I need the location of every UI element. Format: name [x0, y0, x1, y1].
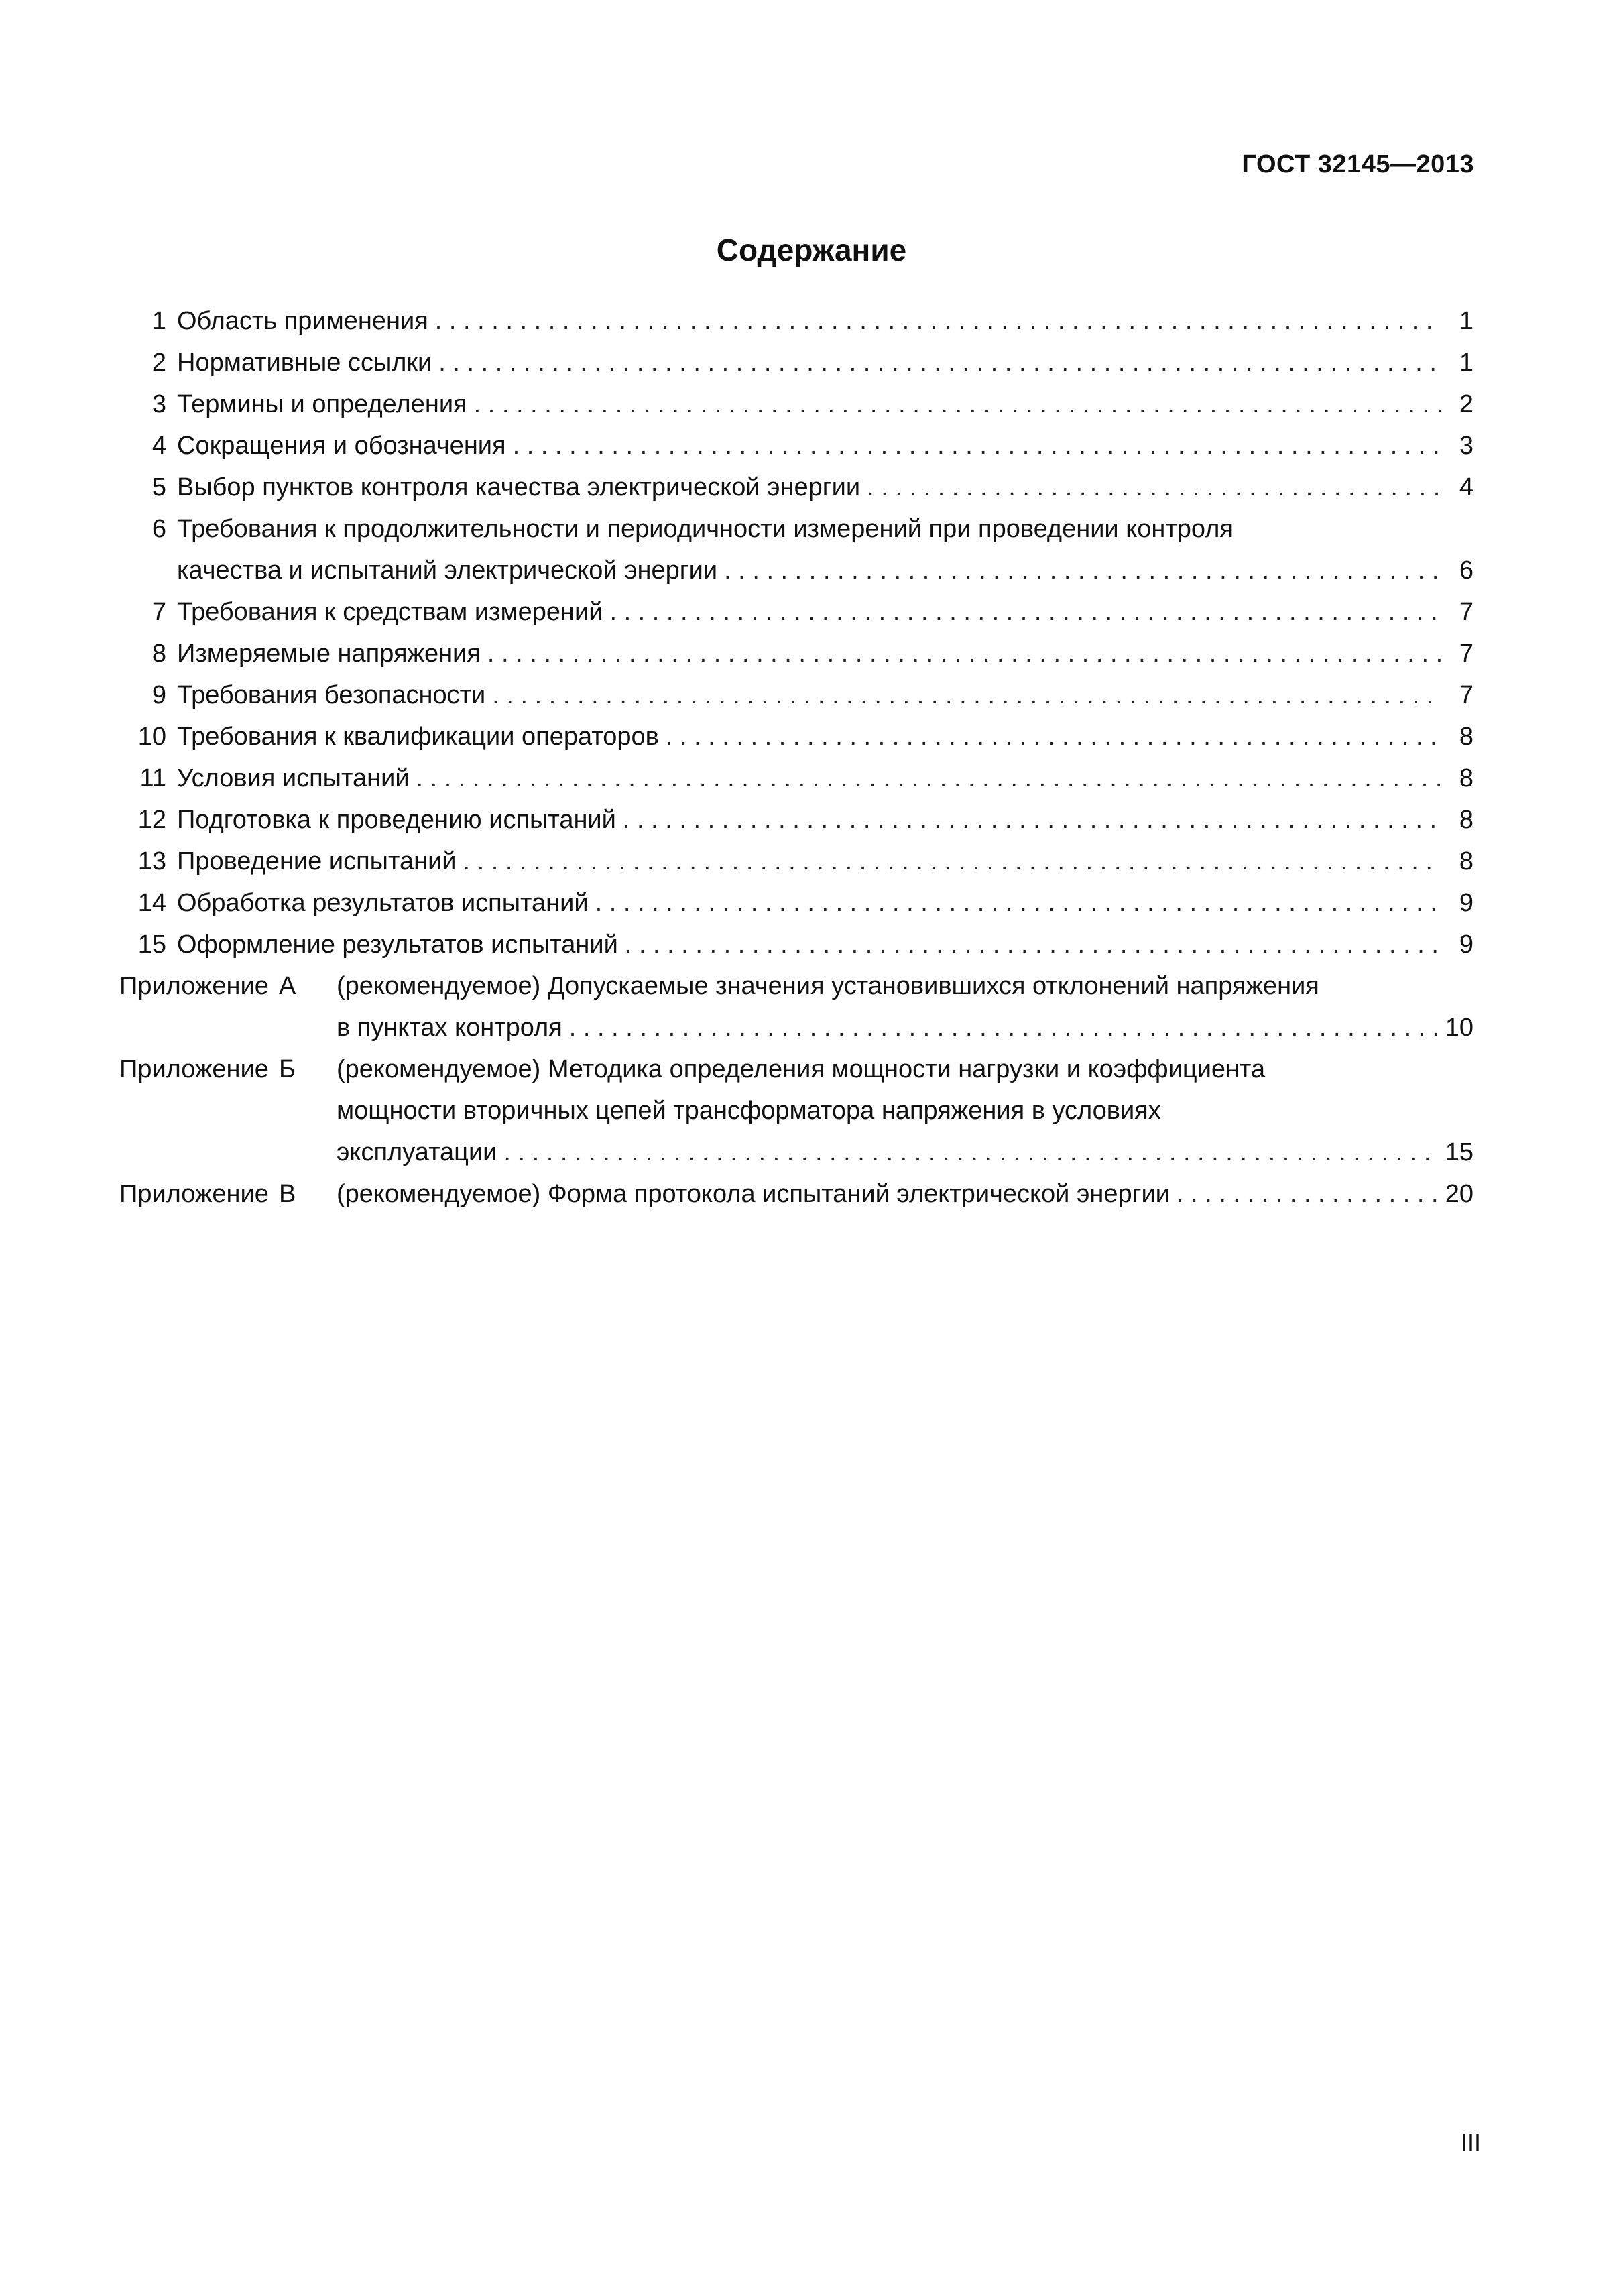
toc-entry-title: Подготовка к проведению испытаний [177, 806, 616, 834]
toc-entry-number: 14 [137, 889, 166, 917]
appendix-title: мощности вторичных цепей трансформатора напряжения в условиях [337, 1097, 1161, 1125]
toc-appendix-entry[interactable] [119, 1173, 1474, 1215]
toc-entry-title: Требования к квалификации операторов [177, 723, 659, 751]
appendix-word: Приложение [119, 1180, 269, 1208]
appendix-letter: А [279, 972, 296, 1000]
toc-leader-dots [666, 716, 1441, 758]
toc-entry[interactable] [119, 300, 1474, 342]
toc-leader-dots [625, 924, 1441, 965]
appendix-title: (рекомендуемое) Допускаемые значения установившихся отклонений напряжения [337, 972, 1319, 1000]
toc-entry-line [119, 550, 1474, 591]
toc-entry[interactable] [119, 591, 1474, 633]
toc-entry-page: 7 [1459, 681, 1474, 709]
toc-entry[interactable] [119, 924, 1474, 965]
toc-entry-number: 9 [152, 681, 166, 709]
toc-entry-page: 1 [1459, 307, 1474, 335]
toc-leader-dots [487, 633, 1441, 674]
toc-entry-page: 2 [1459, 390, 1474, 418]
toc-entry[interactable] [119, 716, 1474, 758]
toc-leader-dots [416, 758, 1441, 799]
toc-leader-dots [492, 674, 1441, 716]
appendix-word: Приложение [119, 1055, 269, 1083]
toc-entry-number: 15 [137, 930, 166, 959]
appendix-title: эксплуатации [337, 1138, 497, 1166]
toc-entry-line [119, 841, 1474, 882]
toc-entry-line [119, 633, 1474, 674]
toc-entry-line [119, 591, 1474, 633]
toc-entry-line [119, 799, 1474, 841]
appendix-letter: Б [279, 1055, 296, 1083]
toc-entry-number: 11 [139, 764, 166, 792]
toc-entry-page: 20 [1445, 1180, 1474, 1208]
toc-entry-number: 10 [137, 723, 166, 751]
toc-leader-dots [503, 1132, 1439, 1173]
toc-leader-dots [569, 1007, 1440, 1048]
toc-entry[interactable] [119, 882, 1474, 924]
appendix-prefix [119, 1048, 337, 1090]
toc-entry-page: 8 [1459, 806, 1474, 834]
toc-entry-number: 3 [152, 390, 166, 418]
toc-entry-line [119, 882, 1474, 924]
toc-entry-page: 10 [1445, 1014, 1474, 1042]
toc-entry-page: 8 [1459, 847, 1474, 875]
toc-entry[interactable] [119, 425, 1474, 467]
toc-appendix-line [119, 1048, 1474, 1090]
toc-entry[interactable] [119, 674, 1474, 716]
toc-appendix-line [119, 1132, 1474, 1173]
toc-entry-line [119, 758, 1474, 799]
toc-entry[interactable] [119, 383, 1474, 425]
toc-entry-title: Нормативные ссылки [177, 349, 432, 377]
toc-entry-title: Требования безопасности [177, 681, 486, 709]
toc-entry-title: Обработка результатов испытаний [177, 889, 589, 917]
document-code: ГОСТ 32145—2013 [1242, 150, 1474, 178]
toc-leader-dots [438, 342, 1441, 383]
appendix-word: Приложение [119, 972, 269, 1000]
toc-appendix-line [119, 1173, 1474, 1215]
toc-entry-number: 2 [152, 349, 166, 377]
toc-leader-dots [595, 882, 1441, 924]
toc-entry-number: 8 [152, 640, 166, 668]
toc-entry-page: 4 [1459, 473, 1474, 501]
toc-entry-page: 9 [1459, 889, 1474, 917]
toc-entry-title: Измеряемые напряжения [177, 640, 481, 668]
toc-leader-dots [513, 425, 1441, 467]
page-number: III [1460, 2128, 1481, 2156]
toc-leader-dots [724, 550, 1441, 591]
toc-entry-title: Требования к средствам измерений [177, 598, 603, 626]
toc-entry-page: 6 [1459, 556, 1474, 585]
toc-entry-title: Проведение испытаний [177, 847, 457, 875]
toc-leader-dots [463, 841, 1441, 882]
toc-entry[interactable] [119, 342, 1474, 383]
toc-appendix-line [119, 965, 1474, 1007]
toc-entry-number: 4 [152, 432, 166, 460]
toc-leader-dots [474, 383, 1441, 425]
toc-entry-title: Требования к продолжительности и периодичности измерений при проведении контроля [177, 515, 1234, 543]
toc-entry-line [119, 342, 1474, 383]
toc-entry-number: 6 [152, 515, 166, 543]
toc-entry-page: 3 [1459, 432, 1474, 460]
toc-entry[interactable] [119, 841, 1474, 882]
toc-entry-page: 7 [1459, 598, 1474, 626]
toc-leader-dots [435, 300, 1441, 342]
toc-entry-line [119, 300, 1474, 342]
toc-entry-title: Термины и определения [177, 390, 467, 418]
toc-entry-title: Выбор пунктов контроля качества электрической энергии [177, 473, 861, 501]
toc-entry-line [119, 674, 1474, 716]
appendix-letter: В [279, 1180, 296, 1208]
toc-leader-dots [623, 799, 1441, 841]
toc-appendix-entry[interactable] [119, 965, 1474, 1048]
toc-entry-title: Сокращения и обозначения [177, 432, 506, 460]
toc-entry-line [119, 425, 1474, 467]
toc-leader-dots [609, 591, 1441, 633]
toc-entry[interactable] [119, 467, 1474, 508]
toc-entry-page: 1 [1459, 349, 1474, 377]
toc-entry[interactable] [119, 799, 1474, 841]
toc-title: Содержание [716, 233, 907, 267]
toc-appendix-line [119, 1007, 1474, 1048]
toc-entry[interactable] [119, 508, 1474, 591]
toc-entry-line [119, 716, 1474, 758]
appendix-prefix [119, 965, 337, 1007]
appendix-title: (рекомендуемое) Методика определения мощности нагрузки и коэффициента [337, 1055, 1266, 1083]
toc-entry-number: 13 [137, 847, 166, 875]
toc-entry-page: 15 [1445, 1138, 1474, 1166]
appendix-title: в пунктах контроля [337, 1014, 562, 1042]
toc-entry[interactable] [119, 758, 1474, 799]
toc-entry-number: 5 [152, 473, 166, 501]
toc-leader-dots [1177, 1173, 1440, 1215]
toc-appendix-entry[interactable] [119, 1048, 1474, 1173]
toc-leader-dots [867, 467, 1441, 508]
appendix-prefix [119, 1173, 337, 1215]
toc-entry-page: 8 [1459, 723, 1474, 751]
toc-entry-number: 12 [137, 806, 166, 834]
toc-entry-page: 7 [1459, 640, 1474, 668]
toc-entry-number: 1 [152, 307, 166, 335]
appendix-title: (рекомендуемое) Форма протокола испытаний электрической энергии [337, 1180, 1170, 1208]
toc-entry[interactable] [119, 633, 1474, 674]
toc-entry-line [119, 508, 1474, 550]
toc-entry-title: Область применения [177, 307, 428, 335]
toc-entry-title: Оформление результатов испытаний [177, 930, 618, 959]
toc-entry-page: 8 [1459, 764, 1474, 792]
toc-entry-line [119, 467, 1474, 508]
toc-entry-title: Условия испытаний [177, 764, 410, 792]
toc-entry-number: 7 [152, 598, 166, 626]
toc-entry-title: качества и испытаний электрической энергии [177, 556, 718, 585]
toc-entry-line [119, 924, 1474, 965]
toc-appendix-line [119, 1090, 1474, 1132]
toc-entry-page: 9 [1459, 930, 1474, 959]
toc-entry-line [119, 383, 1474, 425]
table-of-contents [119, 300, 1474, 1215]
